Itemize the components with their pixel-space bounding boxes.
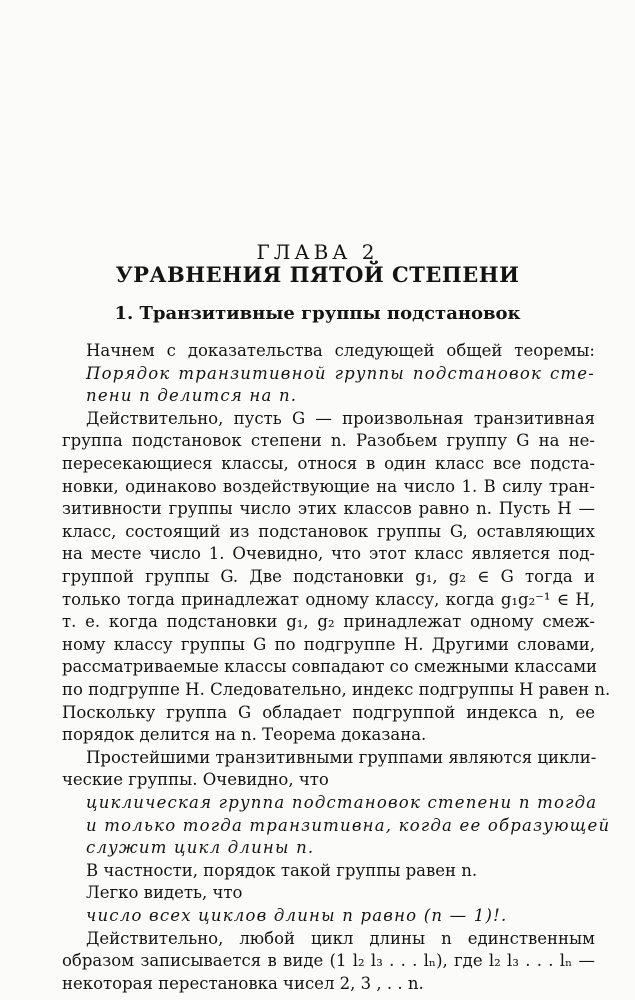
text-line: пени n делится на n.	[86, 386, 298, 406]
text-line: по подгруппе H. Следовательно, индекс подгруппы H равен n.	[62, 680, 611, 699]
chapter-title: УРАВНЕНИЯ ПЯТОЙ СТЕПЕНИ	[115, 262, 520, 287]
text-line: циклическая группа подстановок степени n тогда	[86, 793, 598, 812]
text-line: Действительно, пусть G — произвольная транзитивная	[86, 408, 595, 428]
text-line: рассматриваемые классы совпадают со смежными классами	[62, 657, 598, 677]
text-line: и только тогда транзитивна, когда ее образующей	[86, 815, 611, 835]
text-line: Действительно, любой цикл длины n единственным	[86, 928, 595, 948]
text-line: пересекающиеся классы, относя в один класс все подста-	[62, 454, 595, 473]
text-line: группа подстановок степени n. Разобьем группу G на не-	[62, 431, 595, 451]
text-line: Начнем с доказательства следующей общей теоремы:	[86, 341, 595, 360]
text-line: В частности, порядок такой группы равен n.	[86, 860, 478, 880]
text-line: образом записывается в виде (1 l₂ l₃ . . . lₙ), где l₂ l₃ . . . lₙ —	[62, 951, 595, 971]
text-line: т. е. когда подстановки g₁, g₂ принадлежат одному смеж-	[62, 612, 595, 632]
text-line: число всех циклов длины n равно (n — 1)!.	[86, 906, 508, 925]
text-line: группой группы G. Две подстановки g₁, g₂ ∈ G тогда и	[62, 567, 595, 586]
text-line: только тогда принадлежат одному классу, когда g₁g₂⁻¹ ∈ H,	[62, 589, 595, 609]
text-line: новки, одинаково воздействующие на число 1. В силу тран-	[62, 476, 595, 496]
section-title: 1. Транзитивные группы подстановок	[114, 303, 521, 324]
text-line: класс, состоящий из подстановок группы G, оставляющих	[62, 521, 595, 541]
text-line: ческие группы. Очевидно, что	[62, 770, 329, 790]
text-line: служит цикл длины n.	[86, 838, 315, 858]
text-line: Поскольку группа G обладает подгруппой индекса n, ее	[62, 702, 595, 722]
text-line: Порядок транзитивной группы подстановок сте-	[86, 363, 595, 383]
text-line: порядок делится на n. Теорема доказана.	[62, 725, 427, 745]
text-line: зитивности группы число этих классов равно n. Пусть H —	[62, 499, 595, 519]
text-line: некоторая перестановка чисел 2, 3 , . . n.	[62, 973, 424, 993]
text-line: Легко видеть, что	[86, 883, 243, 903]
chapter-label: ГЛАВА 2	[256, 240, 379, 264]
text-line: на месте число 1. Очевидно, что этот класс является под-	[62, 544, 595, 564]
text-line: Простейшими транзитивными группами являются цикли-	[86, 747, 597, 767]
text-line: ному классу группы G по подгруппе H. Другими словами,	[62, 634, 595, 654]
